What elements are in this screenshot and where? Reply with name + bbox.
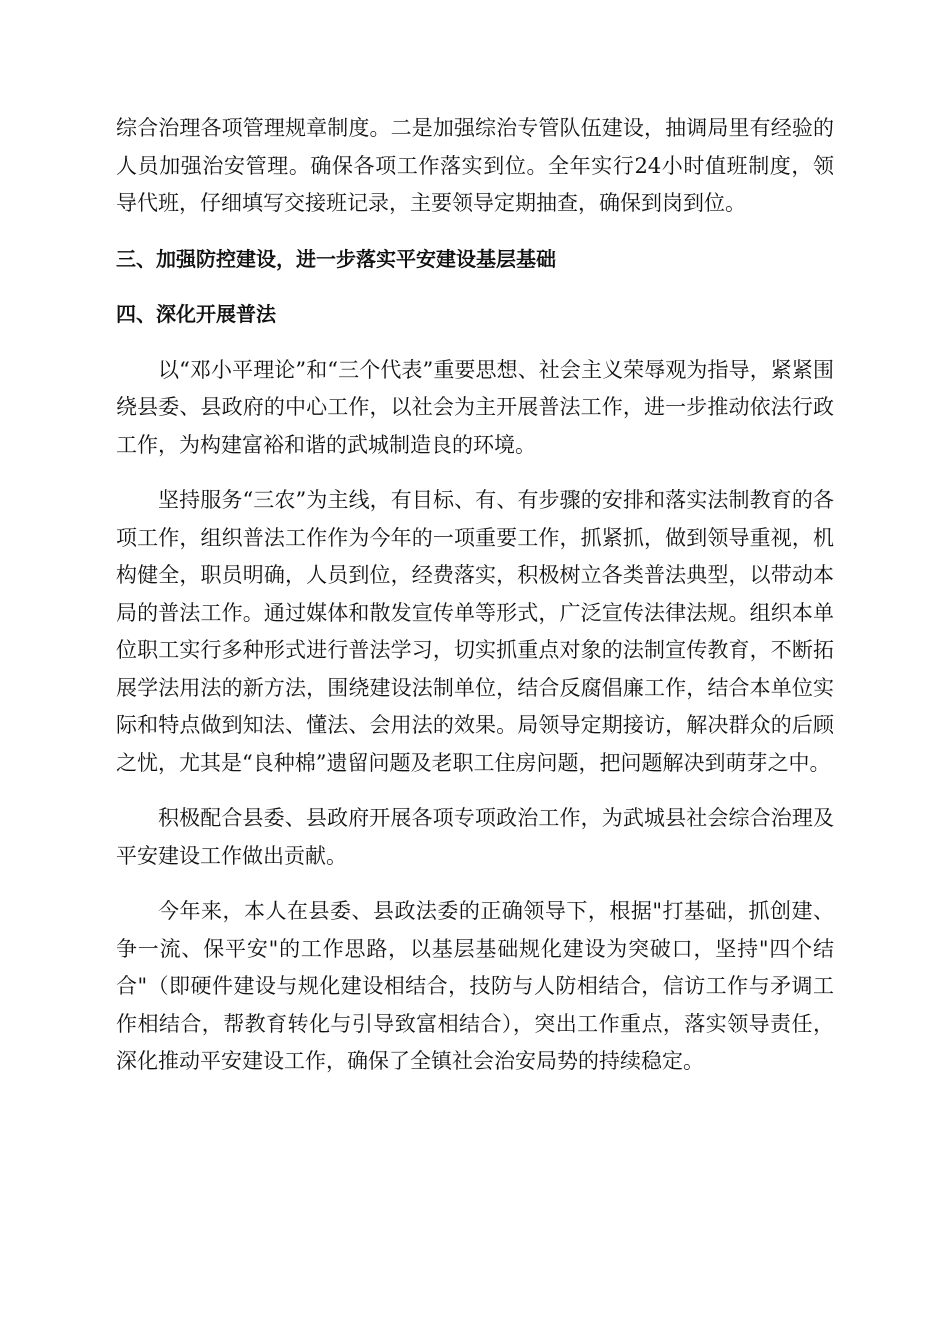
body-paragraph: 以“邓小平理论”和“三个代表”重要思想、社会主义荣辱观为指导，紧紧围绕县委、县政府的中心工作，以社会为主开展普法工作，进一步推动依法行政工作，为构建富裕和谐的武城制造良的环境。 (116, 357, 834, 457)
section-heading-four: 四、深化开展普法 (116, 302, 276, 326)
body-paragraph: 坚持服务“三农”为主线，有目标、有、有步骤的安排和落实法制教育的各项工作，组织普法工作作为今年的一项重要工作，抓紧抓，做到领导重视，机构健全，职员明确，人员到位，经费落实，积极树立各类普法典型，以带动本局的普法工作。通过媒体和散发宣传单等形式，广泛宣传法律法规。组织本单位职工实行多种形式进行普法学习，切实抓重点对象的法制宣传教育，不断拓展学法用法的新方法，围绕建设法制单位，结合反腐倡廉工作，结合本单位实际和特点做到知法、懂法、会用法的效果。局领导定期接访，解决群众的后顾之忧，尤其是“良种棉”遗留问题及老职工住房问题，把问题解决到萌芽之中。 (116, 488, 834, 775)
body-paragraph: 积极配合县委、县政府开展各项专项政治工作，为武城县社会综合治理及平安建设工作做出贡献。 (116, 806, 834, 868)
continuation-paragraph: 综合治理各项管理规章制度。二是加强综治专管队伍建设，抽调局里有经验的人员加强治安管理。确保各项工作落实到位。全年实行24小时值班制度，领导代班，仔细填写交接班记录，主要领导定期抽查，确保到岗到位。 (116, 116, 834, 215)
section-heading-three: 三、加强防控建设，进一步落实平安建设基层基础 (116, 246, 556, 271)
document-body (116, 110, 834, 1099)
body-paragraph: 今年来，本人在县委、县政法委的正确领导下，根据"打基础，抓创建、争一流、保平安"的工作思路，以基层基础规化建设为突破口，坚持"四个结合"（即硬件建设与规化建设相结合，技防与人防相结合，信访工作与矛调工作相结合，帮教育转化与引导致富相结合），突出工作重点，落实领导责任，深化推动平安建设工作，确保了全镇社会治安局势的持续稳定。 (116, 899, 834, 1073)
